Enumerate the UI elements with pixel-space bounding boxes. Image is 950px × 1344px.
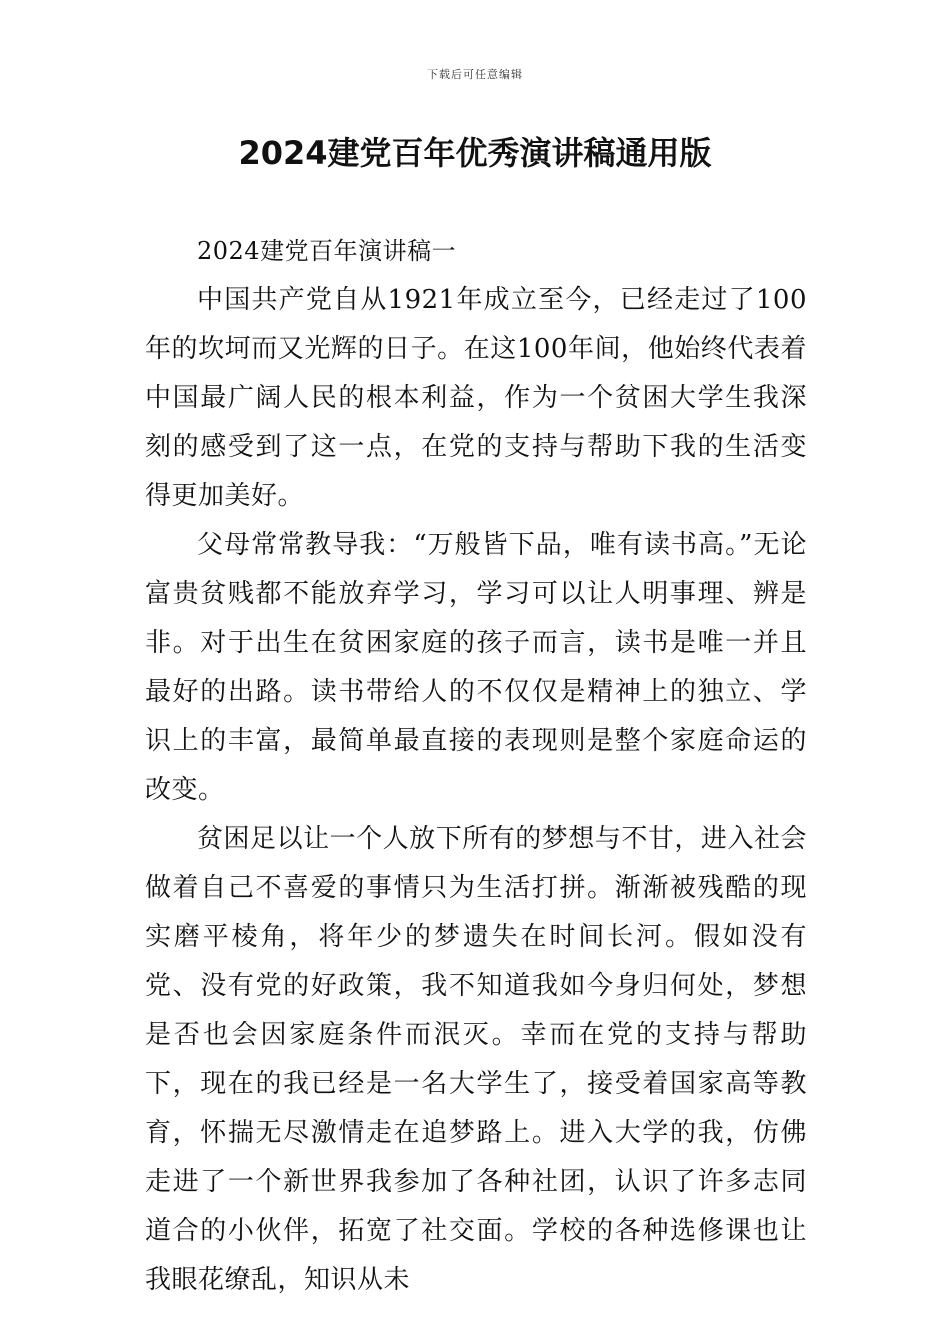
paragraph-3: 贫困足以让一个人放下所有的梦想与不甘，进入社会做着自己不喜爱的事情只为生活打拼。渐渐被残酷的现实磨平棱角，将年少的梦遗失在时间长河。假如没有党、没有党的好政策，我不知道我如今身归何处，梦想是否也会因家庭条件而泯灭。幸而在党的支持与帮助下，现在的我已经是一名大学生了，接受着国家高等教育，怀揣无尽激情走在追梦路上。进入大学的我，仿佛走进了一个新世界我参加了各种社团，认识了许多志同道合的小伙伴，拓宽了社交面。学校的各种选修课也让我眼花缭乱，知识从未 <box>145 824 807 1295</box>
paragraph-1: 中国共产党自从1921年成立至今，已经走过了100年的坎坷而又光辉的日子。在这100年间，他始终代表着中国最广阔人民的根本利益，作为一个贫困大学生我深刻的感受到了这一点，在党的支持与帮助下我的生活变得更加美好。 <box>145 285 807 511</box>
document-body <box>145 227 807 1305</box>
header-note: 下载后可任意编辑 <box>427 68 523 81</box>
section-heading: 2024建党百年演讲稿一 <box>197 237 457 265</box>
document-title: 2024建党百年优秀演讲稿通用版 <box>238 134 712 172</box>
paragraph-2: 父母常常教导我：“万般皆下品，唯有读书高。”无论富贵贫贱都不能放弃学习，学习可以让人明事理、辨是非。对于出生在贫困家庭的孩子而言，读书是唯一并且最好的出路。读书带给人的不仅仅是精神上的独立、学识上的丰富，最简单最直接的表现则是整个家庭命运的改变。 <box>145 530 807 805</box>
